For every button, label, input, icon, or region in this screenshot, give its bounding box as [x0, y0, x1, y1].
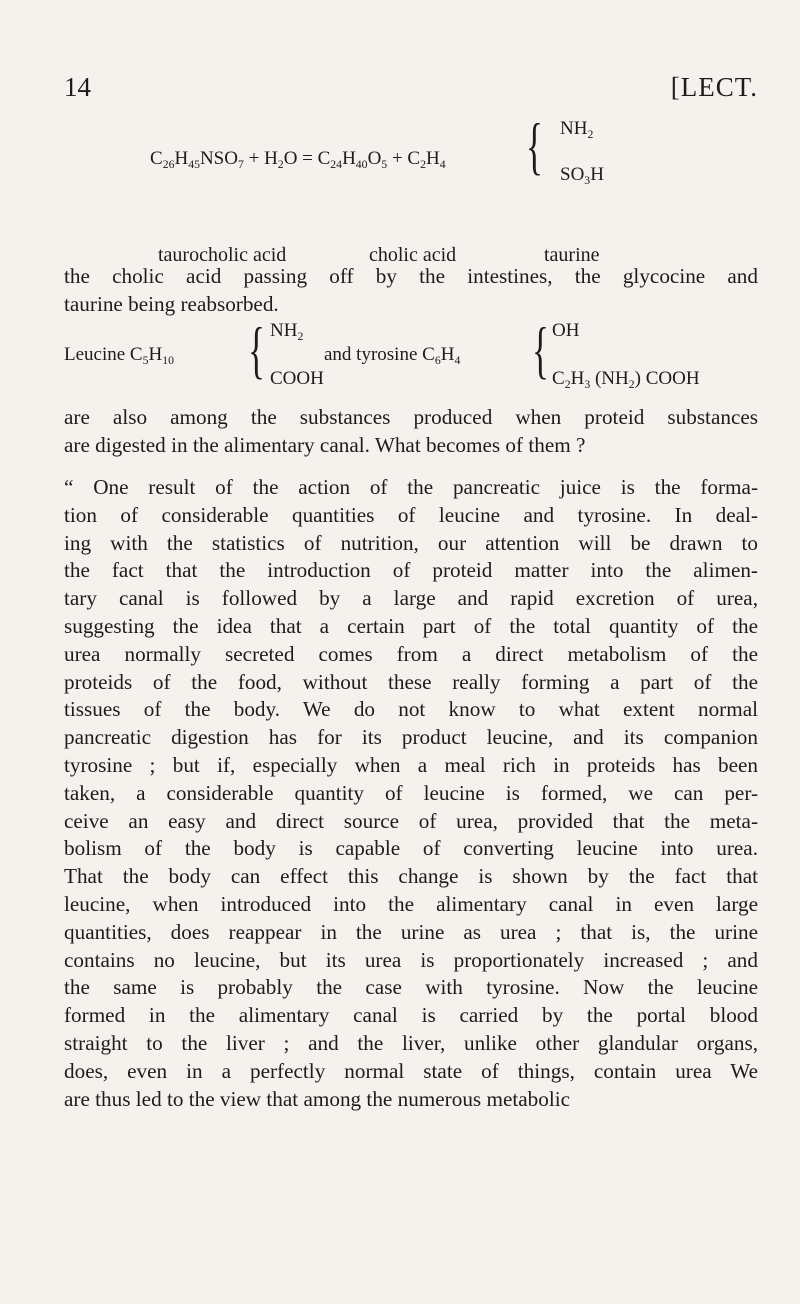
text-line: ceive an easy and direct source of urea, provided that the meta-	[64, 808, 758, 833]
text-line: That the body can effect this change is shown by the fact that	[64, 864, 758, 889]
text-line: tissues of the body. We do not know to what extent normal	[64, 697, 758, 722]
text-line: proteids of the food, without these really forming a part of the	[64, 669, 758, 694]
text-line: taken, a considerable quantity of leucine is formed, we can per-	[64, 780, 758, 805]
label-taurine: taurine	[544, 244, 600, 266]
text-line: straight to the liver ; and the liver, unlike other glandular organs,	[64, 1030, 758, 1055]
text-line: formed in the alimentary canal is carried by the portal blood	[64, 1003, 758, 1028]
text-line: leucine, when introduced into the alimentary canal in even large	[64, 891, 758, 916]
text-line: quantities, does reappear in the urine as urea ; that is, the urine	[64, 919, 758, 944]
tyrosine-formula: and tyrosine $C_6H_4$	[324, 344, 461, 368]
text-line: pancreatic digestion has for its product leucine, and its companion	[64, 725, 758, 750]
text-line: the cholic acid passing off by the intestines, the glycocine and	[64, 264, 758, 288]
text-line: the same is probably the case with tyrosine. Now the leucine	[64, 975, 758, 1000]
leucine-brace: {	[248, 314, 265, 385]
text-line: bolism of the body is capable of converting leucine into urea.	[64, 836, 758, 861]
leucine-bottom-group: COOH	[270, 368, 324, 389]
text-line: does, even in a perfectly normal state of things, contain urea We	[64, 1058, 758, 1083]
page-number: 14	[64, 72, 91, 102]
tyrosine-brace: {	[532, 314, 549, 385]
tyrosine-bottom-group: $C_2H_3$ $(NH_2)$ COOH	[552, 368, 700, 392]
running-head: [LECT.	[670, 72, 758, 102]
brace-top-group: $NH_2$	[560, 118, 594, 142]
text-line: urea normally secreted comes from a direct metabolism of the	[64, 641, 758, 666]
text-line: the fact that the introduction of proteid matter into the alimen-	[64, 558, 758, 583]
leucine-top-group: $NH_2$	[270, 320, 304, 344]
text-line: tyrosine ; but if, especially when a meal rich in proteids has been	[64, 752, 758, 777]
text-line: “ One result of the action of the pancreatic juice is the forma-	[64, 475, 758, 499]
curly-brace: {	[526, 110, 543, 181]
text-line: tary canal is followed by a large and rapid excretion of urea,	[64, 586, 758, 611]
leucine-formula: Leucine $C_5H_{10}$	[64, 344, 174, 368]
paragraph-1	[64, 263, 758, 319]
text-line: taurine being reabsorbed.	[64, 291, 279, 316]
text-line: are also among the substances produced when proteid substances	[64, 405, 758, 429]
leucine-tyrosine-formulae	[64, 314, 764, 396]
label-taurocholic-acid: taurocholic acid	[158, 244, 287, 266]
brace-bottom-group: $SO_3H$	[560, 164, 604, 188]
text-line: ing with the statistics of nutrition, our attention will be drawn to	[64, 530, 758, 555]
tyrosine-top-group: OH	[552, 320, 580, 341]
page-header	[64, 72, 758, 106]
text-line: are digested in the alimentary canal. What becomes of them ?	[64, 432, 586, 457]
equation-lhs: $C_{26}H_{45}NSO_7 + H_2O = C_{24}H_{40}O_5 + C_2H_4$	[150, 148, 446, 172]
taurocholic-equation	[150, 110, 670, 266]
text-line: contains no leucine, but its urea is proportionately increased ; and	[64, 947, 758, 972]
paragraph-3-quotation	[64, 474, 758, 1113]
text-line: suggesting the idea that a certain part of the total quantity of the	[64, 613, 758, 638]
text-line: are thus led to the view that among the numerous metabolic	[64, 1086, 571, 1111]
text-line: tion of considerable quantities of leucine and tyrosine. In deal-	[64, 502, 758, 527]
label-cholic-acid: cholic acid	[369, 244, 457, 266]
paragraph-2	[64, 404, 758, 460]
